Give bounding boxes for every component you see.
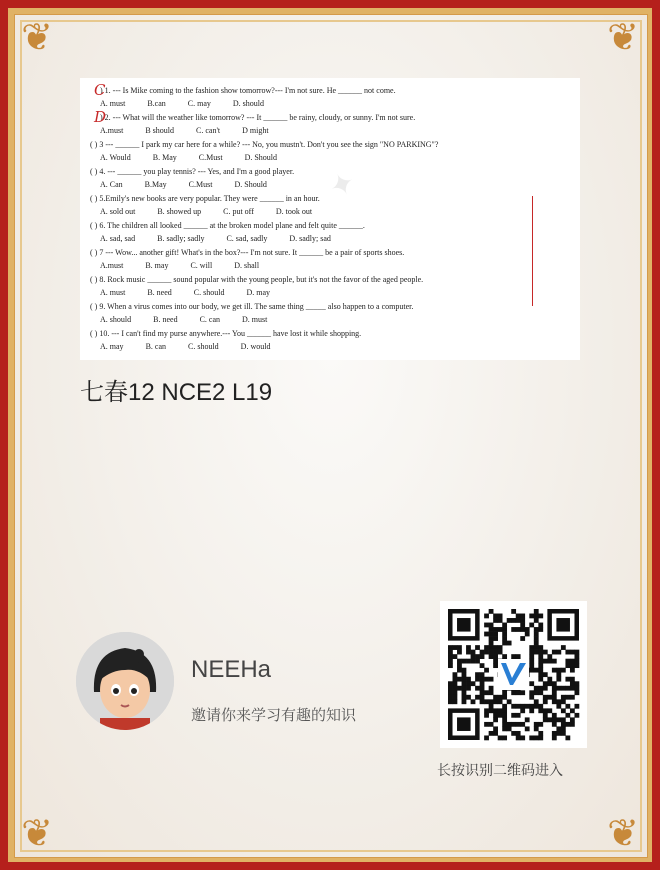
answer-option: C. put off	[223, 207, 254, 216]
qr-code-icon	[440, 601, 587, 748]
answer-options	[100, 207, 334, 216]
answer-option: A. must	[100, 99, 126, 108]
answer-option: B. sadly; sadly	[157, 234, 205, 243]
answer-options	[100, 99, 286, 108]
answer-option: D. Should	[244, 153, 278, 162]
answer-option: B.can	[147, 99, 166, 108]
answer-option: B. need	[147, 288, 172, 297]
corner-ornament-icon: ❦	[607, 811, 639, 855]
question-row	[90, 81, 570, 112]
answer-option: A. sold out	[100, 207, 136, 216]
question-stem: ) 1. --- Is Mike coming to the fashion show tomorrow?--- I'm not sure. He ______ not come.	[100, 86, 396, 95]
answer-option: C. can	[199, 315, 220, 324]
answer-options	[100, 342, 292, 351]
profile-name: NEEHa	[191, 656, 272, 683]
question-row	[90, 194, 570, 220]
question-row	[90, 167, 570, 193]
answer-option: D. Should	[234, 180, 267, 189]
qr-code[interactable]	[440, 601, 587, 748]
question-stem: ( ) 8. Rock music ______ sound popular with the young people, but it's not the favor of the aged people.	[90, 275, 424, 284]
answer-option: D. may	[246, 288, 271, 297]
corner-ornament-icon: ❦	[21, 811, 53, 855]
question-row	[90, 302, 570, 328]
answer-options	[100, 288, 292, 297]
question-row	[90, 248, 570, 274]
answer-option: B.May	[144, 180, 167, 189]
answer-option: A. may	[100, 342, 124, 351]
answer-options	[100, 315, 289, 324]
answer-option: A. sad, sad	[100, 234, 136, 243]
answer-option: C. will	[190, 261, 213, 270]
answer-options	[100, 153, 299, 162]
answer-option: B. may	[145, 261, 169, 270]
profile-tagline: 邀请你来学习有趣的知识	[191, 707, 357, 724]
question-stem: ( ) 5.Emily's new books are very popular. They were ______ in an hour.	[90, 194, 320, 203]
answer-mark: D	[94, 108, 107, 126]
question-stem: ( ) 6. The children all looked ______ at the broken model plane and felt quite ______.	[90, 221, 365, 230]
answer-option: D. should	[232, 99, 265, 108]
answer-option: D. must	[242, 315, 268, 324]
answer-option: C. may	[187, 99, 211, 108]
answer-option: B. showed up	[157, 207, 202, 216]
answer-option: B should	[145, 126, 175, 135]
answer-option: A.must	[100, 261, 124, 270]
question-stem: ( ) 4. --- ______ you play tennis? --- Yes, and I'm a good player.	[90, 167, 295, 176]
question-row	[90, 275, 570, 301]
avatar[interactable]	[76, 632, 174, 730]
question-stem: ( ) 7 --- Wow... another gift! What's in the box?--- I'm not sure. It ______ be a pair of sports shoes.	[90, 248, 405, 257]
question-row	[90, 329, 570, 355]
question-row	[90, 140, 570, 166]
answer-option: A. Would	[100, 153, 131, 162]
answer-option: D. would	[240, 342, 271, 351]
answer-options	[100, 126, 291, 135]
question-row	[90, 221, 570, 247]
avatar-icon	[76, 632, 174, 730]
answer-option: C.Must	[198, 153, 223, 162]
answer-option: C. should	[193, 288, 225, 297]
corner-ornament-icon: ❦	[607, 15, 639, 59]
answer-option: C. can't	[196, 126, 221, 135]
question-stem: ( ) 10. --- I can't find my purse anywhere.--- You ______ have lost it while shopping.	[90, 329, 362, 338]
answer-option: C.Must	[188, 180, 213, 189]
answer-option: C. should	[188, 342, 219, 351]
answer-option: B. May	[152, 153, 177, 162]
answer-options	[100, 261, 281, 270]
question-stem: ) 2. --- What will the weather like tomorrow? --- It ______ be rainy, cloudy, or sunny. I'm not sure.	[100, 113, 416, 122]
worksheet-image[interactable]	[80, 78, 580, 360]
answer-option: D might	[242, 126, 269, 135]
answer-options	[100, 234, 353, 243]
answer-option: A. should	[100, 315, 132, 324]
watermark-icon: ✦	[323, 164, 362, 207]
answer-option: A.must	[100, 126, 124, 135]
answer-mark: C	[94, 81, 106, 99]
answer-option: D. took out	[275, 207, 313, 216]
answer-option: C. sad, sadly	[226, 234, 268, 243]
corner-ornament-icon: ❦	[21, 15, 53, 59]
answer-option: A. Can	[100, 180, 123, 189]
answer-option: B. can	[145, 342, 166, 351]
answer-options	[100, 180, 289, 189]
question-stem: ( ) 3 --- ______ I park my car here for a while? --- No, you mustn't. Don't you see the sign "NO PARKING"?	[90, 140, 439, 149]
answer-option: D. shall	[234, 261, 260, 270]
qr-hint: 长按识别二维码进入	[437, 762, 563, 778]
post-caption: 七春12 NCE2 L19	[80, 379, 273, 406]
answer-option: B. need	[153, 315, 178, 324]
answer-option: A. must	[100, 288, 126, 297]
question-stem: ( ) 9. When a virus comes into our body, we get ill. The same thing _____ also happen to a computer.	[90, 302, 414, 311]
question-row	[90, 108, 570, 139]
answer-option: D. sadly; sad	[289, 234, 331, 243]
